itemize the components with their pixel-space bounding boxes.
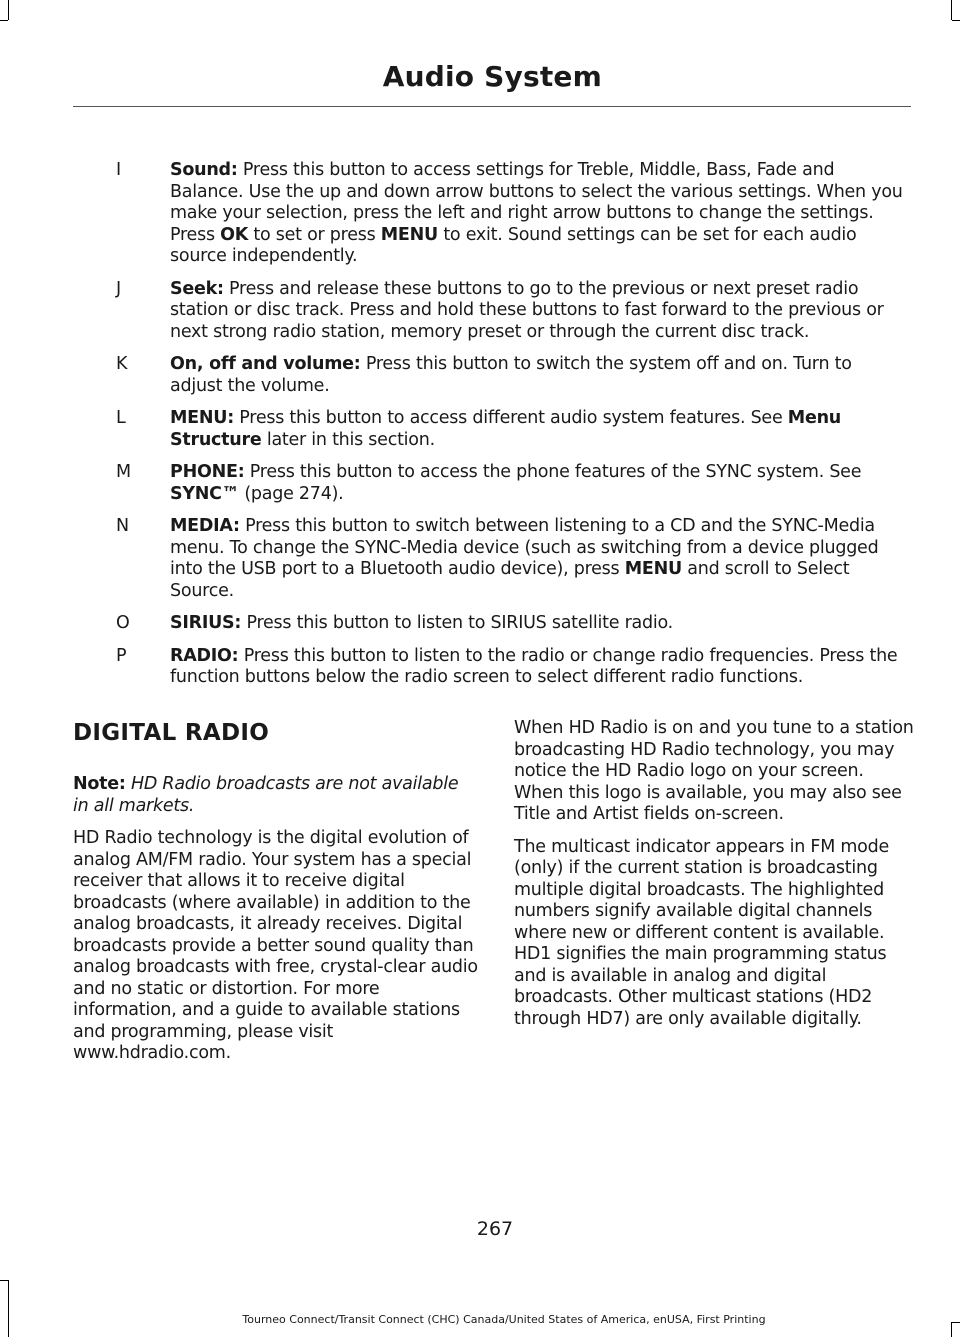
list-item [73,613,913,635]
page-footer: Tourneo Connect/Transit Connect (CHC) Canada/United States of America, enUSA, First Printing [242,1313,766,1326]
item-text-run: Press this button to access settings for Treble, Middle, Bass, Fade and Balance. Use the up and down arrow buttons to select the various settings. When you make your selection, press the left and right arrow buttons to change the settings. Press [170,160,903,245]
list-item [73,516,913,602]
crop-mark-top-right-h [952,20,960,21]
list-item [73,462,913,505]
item-text-run: (page 274). [239,483,344,504]
page-number: 267 [476,1218,514,1240]
item-bold-term: OK [220,224,249,245]
section-heading: DIGITAL RADIO [73,720,270,746]
list-item [73,646,913,689]
item-label: SIRIUS: [170,613,242,633]
item-label: Seek: [170,278,224,299]
right-column [514,718,914,1041]
item-label: On, off and volume: [170,354,361,374]
item-text-run: Press and release these buttons to go to the previous or next preset radio station or disc track. Press and hold these buttons to fast forward to the previous or next strong radio station, memory preset or through the current disc track. [170,278,884,342]
crop-mark-top-left-h [0,20,8,21]
crop-mark-top-right-v [951,0,952,20]
item-description [170,160,906,268]
header-divider [73,106,911,107]
crop-mark-bottom-left-v [8,1280,9,1337]
list-item [73,408,913,451]
item-description [170,613,906,635]
crop-mark-bottom-left-h [0,1280,8,1281]
item-letter: L [116,408,126,428]
item-text-run: Press this button to listen to SIRIUS satellite radio. [241,613,673,633]
item-label: MENU: [170,408,234,428]
item-letter: K [116,354,128,374]
item-bold-term: Menu Structure [170,408,841,450]
item-text-run: Press this button to switch the system off and on. Turn to adjust the volume. [170,354,852,396]
item-letter: P [116,645,127,666]
item-description [170,279,906,344]
item-label: PHONE: [170,462,245,482]
item-description [170,646,906,689]
item-text-run: to exit. Sound settings can be set for each audio source independently. [170,224,857,266]
list-item [73,279,913,344]
paragraph: The multicast indicator appears in FM mode (only) if the current station is broadcasting multiple digital broadcasts. The highlighted numbers signify available digital channels where new or different content is available. HD1 signifies the main programming status and is available in analog and digital broadcasts. Other multicast stations (HD2 through HD7) are only available digitally. [514,836,889,1029]
note-paragraph [73,774,478,817]
item-bold-term: MENU [624,559,682,579]
item-description [170,462,906,505]
item-bold-term: MENU [380,224,438,245]
list-item [73,160,913,268]
item-label: RADIO: [170,645,239,666]
item-text-run: Press this button to listen to the radio or change radio frequencies. Press the function buttons below the radio screen to select different radio functions. [170,645,898,687]
item-text-run: to set or press [248,224,381,245]
item-description [170,516,906,602]
list-item [73,354,913,397]
paragraph: HD Radio technology is the digital evolution of analog AM/FM radio. Your system has a special receiver that allows it to receive digital broadcasts (where available) in addition to the analog broadcasts, it already receives. Digital broadcasts provide a better sound quality than analog broadcasts with free, crystal-clear audio and no static or distortion. For more information, and a guide to available stations and programming, please visit www.hdradio.com. [73,828,478,1063]
page-header-title: Audio System [382,60,602,93]
item-letter: N [116,516,130,536]
item-bold-term: SYNC™ [170,483,240,504]
item-text-run: Press this button to access the phone features of the SYNC system. See [244,462,862,482]
item-letter: O [116,613,130,633]
item-letter: J [116,278,122,299]
item-text-run: and scroll to Select Source. [170,559,850,601]
item-label: Sound: [170,160,238,180]
note-label: Note: [73,774,126,794]
paragraph: When HD Radio is on and you tune to a station broadcasting HD Radio technology, you may notice the HD Radio logo on your screen. When this logo is available, you may also see Title and Artist fields on-screen. [514,718,914,824]
item-description [170,408,906,451]
item-letter: M [116,462,132,482]
button-description-list [73,160,913,700]
item-label: MEDIA: [170,516,240,536]
item-letter: I [116,160,122,180]
item-text-run: Press this button to access different audio system features. See [233,408,788,428]
left-column [73,712,478,1076]
item-text-run: Press this button to switch between listening to a CD and the SYNC-Media menu. To change the SYNC-Media device (such as switching from a device plugged into the USB port to a Bluetooth audio device), press [170,516,879,579]
crop-mark-top-left-v [8,0,9,20]
note-text: HD Radio broadcasts are not available in all markets. [73,774,459,816]
item-description [170,354,906,397]
item-text-run: later in this section. [261,429,435,450]
